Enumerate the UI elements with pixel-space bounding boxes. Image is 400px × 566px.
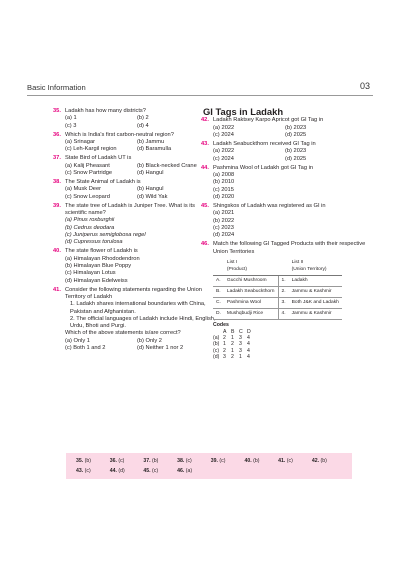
option-list <box>65 163 217 178</box>
answer-number: 40. <box>244 458 252 464</box>
option-d: (d) Himalayan Edelweiss <box>65 277 128 284</box>
question-text: Ladakh Seabuckthorn received GI Tag in <box>213 140 316 147</box>
option-d: (d) Baramulla <box>137 146 172 153</box>
option-a: (a) Kalij Pheasant <box>65 162 110 169</box>
answer-option: (c) <box>152 468 159 474</box>
product-name: Gucchi Mushroom <box>224 276 278 287</box>
option-a: (a) Musk Deer <box>65 186 102 193</box>
codes-cell: 1 <box>239 354 242 361</box>
option-b: (b) Cedrus deodara <box>65 224 115 231</box>
answer-item <box>76 458 110 464</box>
answer-key <box>76 458 346 474</box>
answer-item <box>312 458 346 464</box>
option-c: (c) Himalayan Lotus <box>65 270 116 277</box>
option-a: (a) Only 1 <box>65 337 90 344</box>
union-territory: Ladakh <box>289 276 342 287</box>
answer-item <box>110 468 144 474</box>
option-c: (c) 2023 <box>213 224 234 231</box>
codes-cell: 2 <box>223 347 226 354</box>
option-c: (c) 2024 <box>213 155 234 162</box>
question-45 <box>203 203 373 239</box>
answer-option: (c) <box>185 458 192 464</box>
codes-cell: 3 <box>239 341 242 348</box>
answer-item <box>211 458 245 464</box>
question-prompt: Which of the above statements is/are correct? <box>65 330 181 337</box>
option-a: (a) Himalayan Rhododendron <box>65 255 140 262</box>
codes-cell: 4 <box>247 347 250 354</box>
row-letter: A. <box>213 276 224 287</box>
question-text: Which is India's first carbon-neutral region? <box>65 131 174 138</box>
answer-item <box>177 468 211 474</box>
answer-item <box>278 458 312 464</box>
option-b: (b) 2010 <box>213 179 235 186</box>
question-number: 40. <box>53 248 61 255</box>
option-b: (b) 2 <box>137 115 149 122</box>
row-number: 3. <box>278 297 289 308</box>
option-list <box>65 115 217 130</box>
option-a: (a) 1 <box>65 115 77 122</box>
codes-cell: 2 <box>231 354 234 361</box>
option-c: (c) Snow Leopard <box>65 193 110 200</box>
answer-number: 41. <box>278 458 286 464</box>
row-number: 1. <box>278 276 289 287</box>
option-a: (a) 2021 <box>213 210 235 217</box>
answer-option: (d) <box>118 468 125 474</box>
option-list <box>65 256 217 285</box>
answer-item <box>76 468 110 474</box>
answer-option: (b) <box>152 458 159 464</box>
option-c: (c) 2015 <box>213 186 234 193</box>
answer-option: (c) <box>84 468 91 474</box>
match-row <box>213 297 342 308</box>
codes-cell: 3 <box>223 354 226 361</box>
row-letter: D. <box>213 308 224 319</box>
answer-option: (b) <box>84 458 92 464</box>
option-c: (c) Both 1 and 2 <box>65 344 106 351</box>
option-list <box>213 172 373 201</box>
codes-cell: 4 <box>247 354 250 361</box>
codes-cell: 2 <box>223 335 226 342</box>
union-territory: Both J&K and Ladakh <box>289 297 342 308</box>
question-number: 42. <box>201 117 209 124</box>
answer-number: 42. <box>311 458 320 464</box>
question-number: 46. <box>201 241 209 248</box>
codes-header-cell: D <box>247 328 251 335</box>
question-number: 39. <box>53 202 61 209</box>
codes-header-cell: C <box>239 328 243 335</box>
answer-number: 45. <box>143 468 151 474</box>
codes-block <box>203 322 373 361</box>
codes-cell: 3 <box>239 335 242 342</box>
option-a: (a) 2008 <box>213 171 235 178</box>
option-d: (d) 2020 <box>213 193 235 200</box>
option-list <box>65 217 217 246</box>
question-number: 44. <box>201 164 209 171</box>
answer-item <box>244 458 278 464</box>
codes-header-cell: A <box>223 328 227 335</box>
right-question-list <box>203 117 373 239</box>
list2-header: List II (Union Territory) <box>289 258 342 276</box>
option-c: (c) 3 <box>65 122 77 129</box>
answer-item <box>143 458 177 464</box>
answer-option: (c) <box>286 458 293 464</box>
codes-cell: 3 <box>239 347 242 354</box>
option-c: (c) Leh-Kargil region <box>65 146 117 153</box>
codes-cell: 2 <box>231 341 234 348</box>
question-number: 41. <box>53 286 61 293</box>
question-40 <box>55 248 217 284</box>
option-a: (a) Srinagar <box>65 138 96 145</box>
option-list <box>213 125 373 140</box>
question-43 <box>203 141 373 163</box>
answer-number: 36. <box>109 458 117 464</box>
answer-option: (b) <box>320 458 327 464</box>
codes-cell: (a) <box>213 335 220 342</box>
product-name: Mushqbudji Rice <box>224 308 278 319</box>
answer-number: 35. <box>76 458 84 464</box>
right-column <box>203 108 373 360</box>
option-d: (d) 4 <box>137 122 149 129</box>
option-list <box>213 210 373 239</box>
answer-number: 39. <box>210 458 218 464</box>
option-d: (d) 2025 <box>285 131 307 138</box>
row-letter: B. <box>213 286 224 297</box>
question-42 <box>203 117 373 139</box>
question-35 <box>55 108 217 130</box>
question-text: The state flower of Ladakh is <box>65 248 138 255</box>
codes-cell: (c) <box>213 347 220 354</box>
question-text: Consider the following statements regarding the Union Territory of Ladakh <box>65 286 202 300</box>
answer-number: 38. <box>177 458 185 464</box>
answer-option: (c) <box>219 458 226 464</box>
codes-grid <box>213 329 373 360</box>
answer-item <box>110 458 144 464</box>
option-b: (b) Hangul <box>137 186 164 193</box>
match-row <box>213 276 342 287</box>
question-text: The state tree of Ladakh is Juniper Tree. What is its scientific name? <box>65 202 195 217</box>
match-row <box>213 286 342 297</box>
question-44 <box>203 165 373 201</box>
question-number: 45. <box>201 202 209 209</box>
option-d: (d) Cupressus torulosa <box>65 239 123 246</box>
codes-label: Codes <box>213 321 229 328</box>
answer-number: 43. <box>76 468 84 474</box>
codes-cell: (b) <box>213 341 220 348</box>
match-row <box>213 308 342 319</box>
question-text: Match the following GI Tagged Products with their respective Union Territories <box>213 241 366 255</box>
option-list <box>65 186 217 201</box>
question-46 <box>203 241 373 256</box>
codes-cell: 1 <box>231 347 234 354</box>
option-d: (d) 2025 <box>285 155 307 162</box>
product-name: Pashmina Wool <box>224 297 278 308</box>
answer-item <box>143 468 177 474</box>
option-a: (a) 2022 <box>213 148 235 155</box>
question-39 <box>55 203 217 247</box>
option-d: (d) Hangul <box>137 169 164 176</box>
question-37 <box>55 155 217 177</box>
running-header-title: Basic Information <box>27 83 86 92</box>
question-text: The State Animal of Ladakh is <box>65 179 141 186</box>
question-text: Shingskos of Ladakh was registered as GI in <box>213 202 326 209</box>
option-b: (b) Himalayan Blue Poppy <box>65 262 132 269</box>
option-d: (d) 2024 <box>213 232 235 239</box>
question-41 <box>55 287 217 353</box>
page-number: 03 <box>359 81 370 91</box>
left-question-list <box>55 108 217 285</box>
question-38 <box>55 179 217 201</box>
row-number: 2. <box>278 286 289 297</box>
option-c: (c) Juniperus semiglobosa regel <box>65 231 146 238</box>
question-text: State Bird of Ladakh UT is <box>65 155 132 162</box>
question-text: Ladakh has how many districts? <box>65 108 146 114</box>
option-b: (b) Black-necked Crane <box>137 162 197 169</box>
question-number: 43. <box>201 140 209 147</box>
answer-number: 46. <box>177 468 185 474</box>
option-b: (b) 2023 <box>285 148 307 155</box>
option-a: (a) 2022 <box>213 124 235 131</box>
question-number: 38. <box>53 179 61 186</box>
codes-cell: 1 <box>231 335 234 342</box>
match-table <box>213 258 342 320</box>
header-divider <box>27 95 373 96</box>
answer-option: (a) <box>185 468 193 474</box>
union-territory: Jammu & Kashmir <box>289 286 342 297</box>
question-text: Ladakh Raktsey Karpo Apricot got GI Tag in <box>213 117 324 124</box>
question-number: 37. <box>53 155 61 162</box>
option-b: (b) 2022 <box>213 217 235 224</box>
option-c: (c) 2024 <box>213 131 234 138</box>
option-list <box>213 148 373 163</box>
answer-number: 44. <box>109 468 117 474</box>
option-a: (a) Pinus roxburghii <box>65 217 115 224</box>
option-d: (d) Neither 1 nor 2 <box>137 344 184 351</box>
answer-number: 37. <box>143 458 151 464</box>
list1-header: List I (Product) <box>224 258 278 276</box>
answer-option: (c) <box>118 458 125 464</box>
section-title: GI Tags in Ladakh <box>203 106 284 117</box>
question-36 <box>55 132 217 154</box>
row-letter: C. <box>213 297 224 308</box>
left-column <box>55 108 217 354</box>
codes-cell: 1 <box>223 341 226 348</box>
option-b: (b) Jammu <box>137 138 165 145</box>
answer-option: (b) <box>253 458 260 464</box>
answer-item <box>177 458 211 464</box>
option-list <box>65 139 217 154</box>
option-b: (b) 2023 <box>285 124 307 131</box>
option-list <box>65 338 217 353</box>
question-text: Pashmina Wool of Ladakh got GI Tag in <box>213 164 314 171</box>
product-name: Ladakh Seabuckthorn <box>224 286 278 297</box>
codes-cell: 4 <box>247 341 250 348</box>
codes-cell: (d) <box>213 354 220 361</box>
union-territory: Jammu & Kashmir <box>289 308 342 319</box>
option-b: (b) Only 2 <box>137 337 162 344</box>
statement-2: 2. The official languages of Ladakh include Hindi, English, Urdu, Bhoti and Purgi. <box>70 315 216 330</box>
option-c: (c) Snow Partridge <box>65 169 113 176</box>
statement-1: 1. Ladakh shares international boundaries with China, Pakistan and Afghanistan. <box>70 301 206 315</box>
question-number: 36. <box>53 131 61 138</box>
question-number: 35. <box>53 108 61 114</box>
option-d: (d) Wild Yak <box>137 193 168 200</box>
codes-header-cell: B <box>231 328 235 335</box>
row-number: 4. <box>278 308 289 319</box>
codes-cell: 4 <box>247 335 250 342</box>
